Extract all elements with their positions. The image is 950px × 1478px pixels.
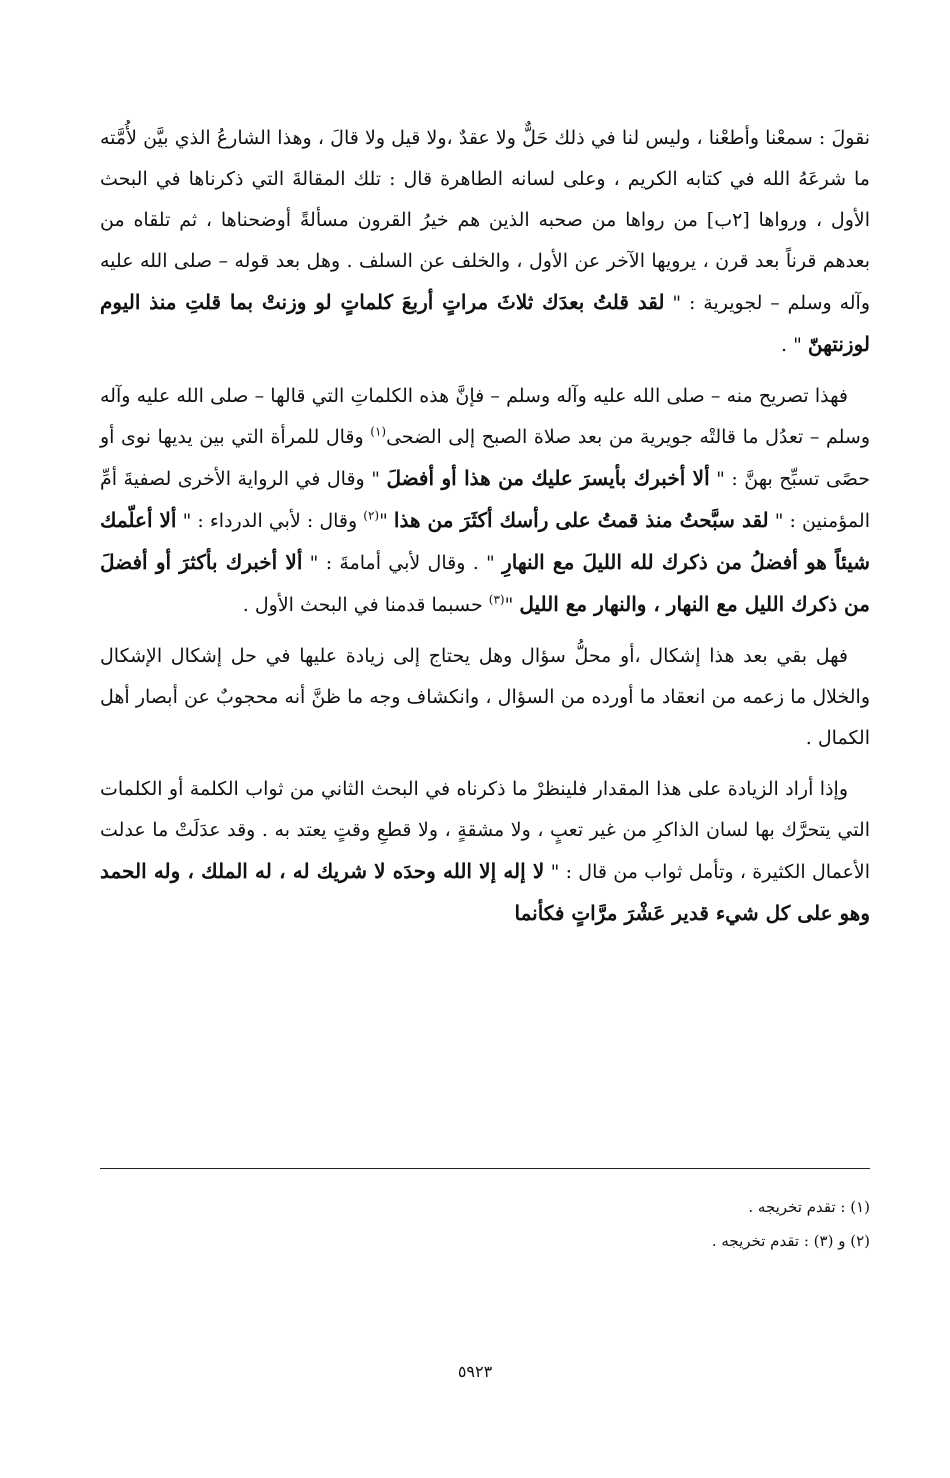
hadith-quote: لقد قلتُ بعدَك ثلاثَ مراتٍ أربعَ كلماتٍ لو وزنتْ بما قلتِ منذ اليوم لوزنتهنّ (100, 290, 870, 356)
hadith-quote: ألا أعلّمك شيئاً هو أفضلُ من ذكرك لله الليلَ مع النهارِ (100, 508, 870, 574)
footnote-divider (100, 1168, 870, 1169)
hadith-quote: ألا أخبرك بأكثرَ أو أفضلَ من ذكرك الليل مع النهار ، والنهار مع الليل (100, 550, 870, 616)
page-number: ٥٩٢٣ (457, 1362, 493, 1381)
hadith-quote: لا إله إلا الله وحدَه لا شريك له ، له الملك ، وله الحمد وهو على كل شيء قدير عَشْرَ مرَّاتٍ فكأنما (100, 859, 870, 925)
paragraph-4 (100, 769, 870, 935)
text: " (379, 510, 394, 532)
footnotes (100, 1190, 870, 1258)
text: " . (781, 334, 808, 356)
paragraph-3 (100, 636, 870, 759)
footnote-ref[interactable]: (٣) (488, 592, 505, 607)
text: فهذا تصريح منه – صلى الله عليه وآله وسلم – فإنَّ هذه الكلماتِ التي قالها – صلى الله عليه وآله وسلم – تعدُل ما قالتْه جويرية من بعد صلاة الصبح إلى الضحى (100, 385, 871, 448)
footnote-1: (١) : تقدم تخريجه . (748, 1198, 870, 1216)
text: " . وقال لأبي أمامةَ : " (302, 552, 503, 574)
paragraph-2 (100, 376, 870, 626)
paragraph-1 (100, 118, 870, 366)
text: فهل بقي بعد هذا إشكال ،أو محلُّ سؤال وهل يحتاج إلى زيادة عليها في حل إشكال الإشكال والخلال ما زعمه من انعقاد ما أورده من السؤال ، وانكشاف وجه ما ظنَّ أنه محجوبٌ عن أبصار أهل الكمال . (100, 645, 870, 749)
text: نقولَ : سمعْنا وأطعْنا ، وليس لنا في ذلك حَلٌّ ولا عقدٌ ،ولا قيل ولا قالَ ، وهذا الشارعُ الذي بيَّن لأُمَّته ما شرعَهُ الله في كتابه الكريم ، وعلى لسانه الطاهرة قال : تلك المقالةَ التي ذكرناها في البحث الأول ، ورواها [٢ب] من رواها من صحبه الذين هم خيرُ القرون مسألةً أوضحناها ، ثم تلقاه من بعدهم قرناً بعد قرن ، يرويها الآخر عن الأول ، والخلف عن السلف . وهل بعد قوله – صلى الله عليه وآله وسلم – لجويرية : " (100, 127, 871, 314)
text: " (504, 594, 520, 616)
text: حسبما قدمنا في البحث الأول . (242, 594, 489, 616)
footnote-ref[interactable]: (٢) (363, 508, 380, 523)
text: وإذا أراد الزيادة على هذا المقدار فلينظرْ ما ذكرناه في البحث الثاني من ثواب الكلمة أو الكلمات التي يتحرَّك بها لسان الذاكرِ من غير تعبٍ ، ولا مشقةٍ ، ولا قطعِ وقتٍ يعتد به . وقد عدَلَتْ ما عدلت الأعمال الكثيرة ، وتأمل ثواب من قال : " (100, 778, 871, 883)
footnote-2: (٢) و (٣) : تقدم تخريجه . (711, 1232, 870, 1250)
footnote-ref[interactable]: (١) (370, 424, 387, 439)
text: وقال : لأبي الدرداء : " (176, 510, 364, 532)
text: " وقال في الرواية الأخرى لصفيةَ أمِّ المؤمنين : " (100, 468, 870, 532)
hadith-quote: ألا أخبرك بأيسرَ عليك من هذا أو أفضلَ (386, 466, 710, 490)
hadith-quote: لقد سبَّحتُ منذ قمتُ على رأسك أكثَرَ من هذا (393, 508, 769, 532)
page-body (100, 118, 870, 945)
text: وقال للمرأة التي بين يديها نوى أو حصًى تسبِّح بهنَّ : " (100, 426, 870, 490)
